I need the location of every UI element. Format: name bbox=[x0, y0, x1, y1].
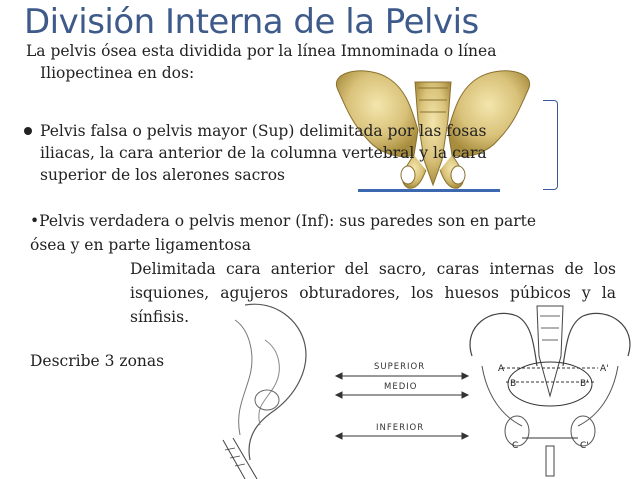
figure-letter-a-prime: A' bbox=[600, 364, 609, 374]
lateral-pelvis-sketch bbox=[205, 300, 335, 479]
bullet-1-line-2: iliacas, la cara anterior de la columna vertebral y la cara bbox=[40, 144, 487, 162]
bullet-1-line-3: superior de los alerones sacros bbox=[40, 166, 285, 184]
figure-letter-a: A bbox=[498, 364, 505, 374]
describe-zones: Describe 3 zonas bbox=[30, 352, 165, 370]
bracket-line bbox=[543, 100, 558, 190]
pelvic-inlet-line bbox=[358, 189, 500, 192]
zone-superior-label: SUPERIOR bbox=[374, 362, 426, 372]
bullet-2-line-1: •Pelvis verdadera o pelvis menor (Inf): sus paredes son en parte bbox=[30, 212, 537, 230]
zone-medio-label: MEDIO bbox=[384, 382, 418, 392]
bullet-false-pelvis bbox=[24, 120, 544, 186]
bullet-2-line-3: Delimitada cara anterior del sacro, caras internas de los isquiones, agujeros obturadores, los huesos púbicos y la sínfisis. bbox=[130, 260, 616, 326]
figure-letter-b: B bbox=[510, 379, 517, 389]
figure-letter-c-prime: C' bbox=[580, 441, 589, 451]
intro-line-1: La pelvis ósea esta dividida por la línea Imnominada o línea bbox=[26, 42, 497, 60]
intro-line-2: Iliopectinea en dos: bbox=[40, 64, 195, 82]
bullet-dot-icon bbox=[24, 127, 32, 135]
zone-inferior-label: INFERIOR bbox=[376, 423, 425, 433]
bullet-1-line-1: Pelvis falsa o pelvis mayor (Sup) delimitada por las fosas bbox=[40, 122, 487, 140]
bullet-2-line-2: ósea y en parte ligamentosa bbox=[30, 236, 251, 254]
zones-diagram bbox=[332, 348, 472, 462]
figure-letter-b-prime: B' bbox=[580, 379, 589, 389]
figure-letter-c: C bbox=[512, 441, 519, 451]
frontal-pelvis-sketch bbox=[462, 296, 638, 479]
slide-title: División Interna de la Pelvis bbox=[24, 2, 479, 42]
